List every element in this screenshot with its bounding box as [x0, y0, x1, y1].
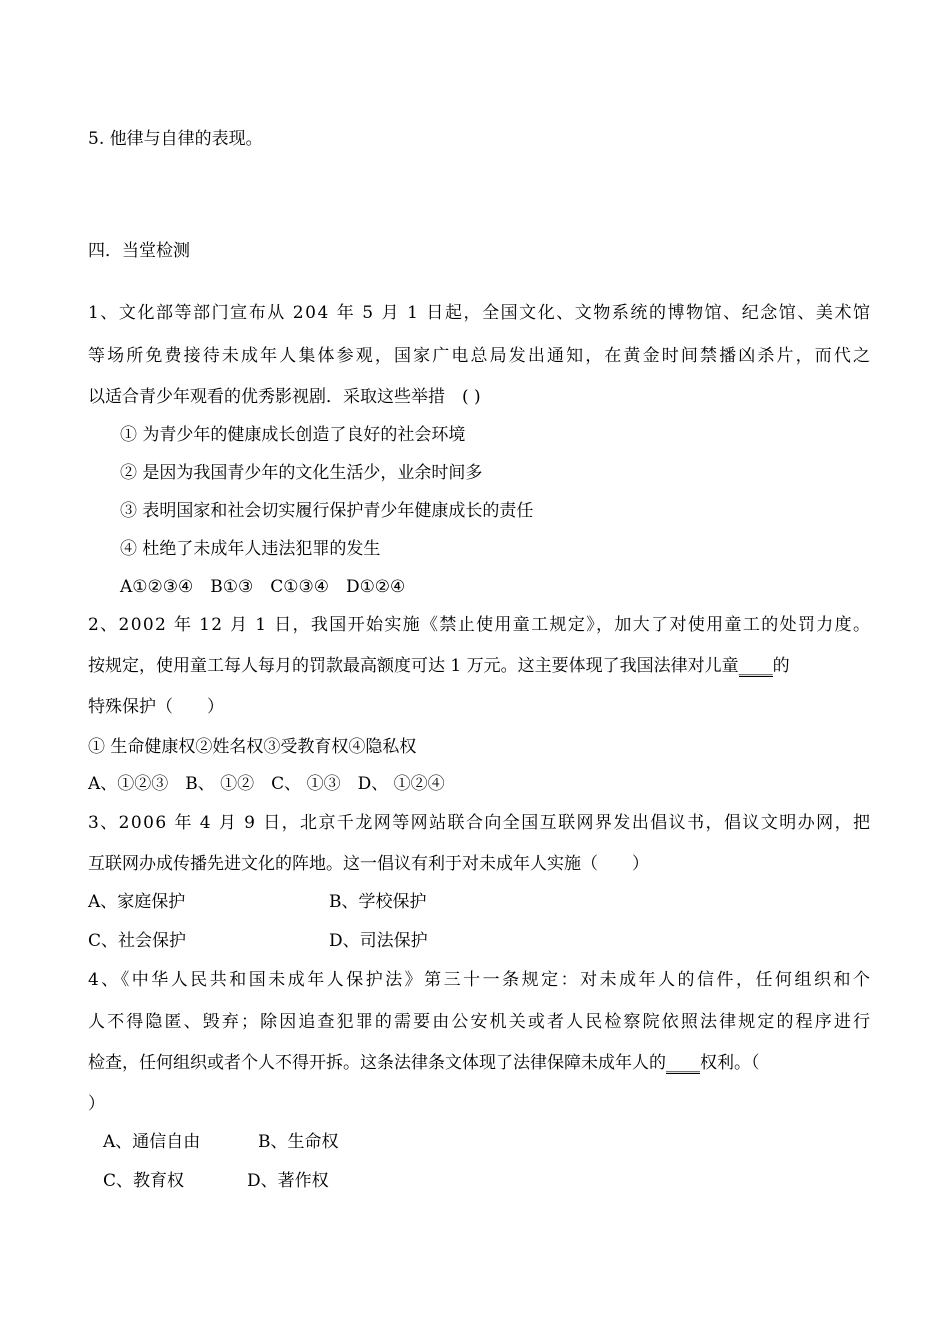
- q4-option-d: D、著作权: [247, 1171, 329, 1191]
- q1-option-4: ④ 杜绝了未成年人违法犯罪的发生: [120, 539, 381, 559]
- q1-line-3: 以适合青少年观看的优秀影视剧．采取这些举措 ( ): [88, 387, 481, 407]
- q3-option-b: B、学校保护: [329, 892, 427, 912]
- q4-line-4: ）: [88, 1094, 105, 1114]
- q2-line-2-tail: 的: [772, 656, 790, 676]
- q2-line-3: 特殊保护（ ）: [88, 697, 224, 717]
- section-5-heading: 5. 他律与自律的表现。: [88, 129, 263, 149]
- section-4-heading: 四．当堂检测: [88, 241, 190, 261]
- q1-option-2: ② 是因为我国青少年的文化生活少，业余时间多: [120, 463, 483, 483]
- q4-line-3: [88, 1052, 870, 1074]
- justified-text: 4、《中华人民共和国未成年人保护法》第三十一条规定：对未成年人的信件，任何组织和个: [88, 970, 873, 990]
- q2-line-1: [88, 614, 870, 636]
- q2-blank: ____: [738, 656, 773, 676]
- q3-line-1: [88, 812, 870, 834]
- q2-options: ① 生命健康权②姓名权③受教育权④隐私权: [88, 737, 417, 757]
- q1-option-1: ① 为青少年的健康成长创造了良好的社会环境: [120, 425, 466, 445]
- q1-choices: A①②③④ B①③ C①③④ D①②④: [120, 577, 406, 597]
- q1-line-1: [88, 302, 870, 324]
- justified-text: 1、文化部等部门宣布从 204 年 5 月 1 日起，全国文化、文物系统的博物馆、纪念馆、美术馆: [88, 303, 872, 323]
- q3-option-a: A、家庭保护: [88, 892, 186, 912]
- q2-choices: A、①②③ B、 ①② C、 ①③ D、 ①②④: [88, 774, 445, 794]
- q1-option-3: ③ 表明国家和社会切实履行保护青少年健康成长的责任: [120, 501, 534, 521]
- justified-text: 人不得隐匿、毁弃；除因追查犯罪的需要由公安机关或者人民检察院依照法律规定的程序进行: [88, 1012, 873, 1032]
- q3-line-2: 互联网办成传播先进文化的阵地。这一倡议有利于对未成年人实施（ ）: [88, 854, 649, 874]
- q4-line-2: [88, 1011, 873, 1033]
- q3-option-d: D、司法保护: [329, 931, 428, 951]
- q4-option-b: B、生命权: [258, 1132, 339, 1152]
- q2-line-2-text: 按规定，使用童工每人每月的罚款最高额度可达 1 万元。这主要体现了我国法律对儿童: [88, 656, 739, 676]
- q4-line-3-tail: 权利。（: [700, 1053, 760, 1073]
- q4-line-3-text: 检查，任何组织或者个人不得开拆。这条法律条文体现了法律保障未成年人的: [88, 1053, 666, 1073]
- justified-text: 等场所免费接待未成年人集体参观，国家广电总局发出通知，在黄金时间禁播凶杀片，而代之: [88, 346, 873, 366]
- q2-line-2: [88, 655, 870, 677]
- justified-text: 2、2002 年 12 月 1 日，我国开始实施《禁止使用童工规定》，加大了对使用童工的处罚力度。: [88, 615, 872, 635]
- q4-line-1: [88, 969, 873, 991]
- q4-blank: ____: [666, 1053, 700, 1073]
- q4-option-c: C、教育权: [103, 1171, 185, 1191]
- justified-text: 3、2006 年 4 月 9 日，北京千龙网等网站联合向全国互联网界发出倡议书，倡议文明办网，把: [88, 813, 872, 833]
- q1-line-2: [88, 345, 873, 367]
- q4-option-a: A、通信自由: [103, 1132, 201, 1152]
- q3-option-c: C、社会保护: [88, 931, 187, 951]
